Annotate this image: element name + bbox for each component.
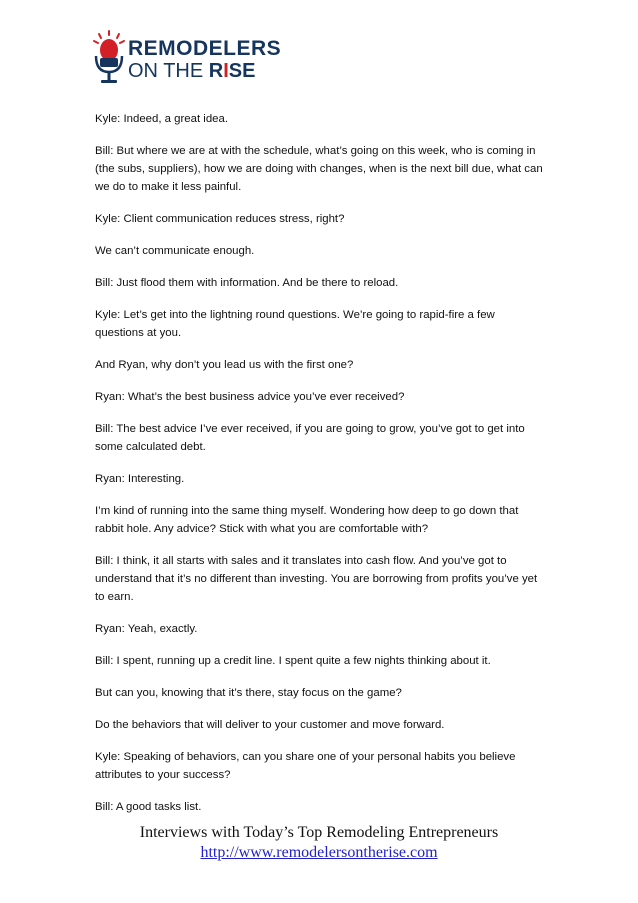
transcript-paragraph: I’m kind of running into the same thing myself. Wondering how deep to go down that rabbit hole. Any advice? Stick with what you are comfortable with? <box>95 505 519 535</box>
transcript-paragraph: We can’t communicate enough. <box>95 245 255 257</box>
transcript-paragraph: Do the behaviors that will deliver to your customer and move forward. <box>95 719 445 731</box>
logo-rise-i: I <box>223 60 229 82</box>
microphone-icon <box>92 30 126 86</box>
logo-line-remodelers: REMODELERS <box>128 37 282 60</box>
transcript-paragraph: Bill: I spent, running up a credit line. I spent quite a few nights thinking about it. <box>95 655 491 667</box>
transcript-paragraph: Bill: Just flood them with information. And be there to reload. <box>95 277 399 289</box>
transcript-paragraph: Bill: I think, it all starts with sales and it translates into cash flow. And you’ve got to understand that it’s no different than investing. You are borrowing from profits you’ve yet to earn. <box>95 555 538 603</box>
footer-website-link[interactable]: http://www.remodelersontherise.com <box>200 844 438 861</box>
logo-rise <box>209 60 256 82</box>
logo-rise-se: SE <box>228 60 256 82</box>
transcript-paragraph: Ryan: Yeah, exactly. <box>95 623 198 635</box>
transcript-paragraph: And Ryan, why don’t you lead us with the first one? <box>95 359 354 371</box>
logo-rise-r: R <box>208 60 224 82</box>
logo-line-on-the-rise <box>128 61 281 81</box>
transcript-body <box>95 110 545 830</box>
footer-tagline: Interviews with Today’s Top Remodeling Entrepreneurs <box>139 824 499 841</box>
transcript-paragraph: Kyle: Let’s get into the lightning round questions. We’re going to rapid-fire a few questions at you. <box>95 309 495 339</box>
transcript-paragraph: Ryan: Interesting. <box>95 473 185 485</box>
transcript-paragraph: Bill: A good tasks list. <box>95 801 202 813</box>
page-footer <box>0 823 638 863</box>
transcript-paragraph: Ryan: What’s the best business advice you’ve ever received? <box>95 391 405 403</box>
brand-logo <box>92 30 282 92</box>
transcript-paragraph: Bill: The best advice I’ve ever received, if you are going to grow, you’ve got to get into some calculated debt. <box>95 423 525 453</box>
transcript-paragraph: Kyle: Speaking of behaviors, can you share one of your personal habits you believe attributes to your success? <box>95 751 516 781</box>
transcript-paragraph: Bill: But where we are at with the schedule, what’s going on this week, who is coming in (the subs, suppliers), how we are doing with changes, when is the next bill due, what can we do to make it less painful. <box>95 145 543 193</box>
transcript-paragraph: Kyle: Client communication reduces stress, right? <box>95 213 345 225</box>
logo-wordmark <box>128 38 281 81</box>
transcript-paragraph: Kyle: Indeed, a great idea. <box>95 113 228 125</box>
transcript-paragraph: But can you, knowing that it’s there, stay focus on the game? <box>95 687 402 699</box>
logo-on-the: ON THE <box>128 60 209 82</box>
